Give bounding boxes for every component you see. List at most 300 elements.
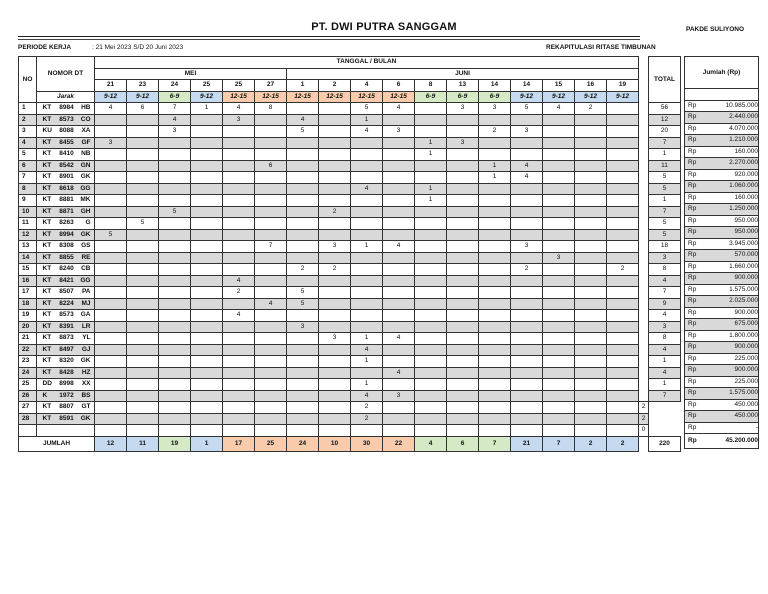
truck-plate xyxy=(37,298,95,310)
trip-count xyxy=(351,206,383,218)
trip-count xyxy=(255,264,287,276)
row-number: 23 xyxy=(19,356,37,368)
trip-count xyxy=(479,425,511,437)
amount-cell xyxy=(685,342,759,354)
currency-label: Rp xyxy=(688,228,697,236)
plate-part: GF xyxy=(81,138,91,146)
trip-count xyxy=(319,402,351,414)
trip-count xyxy=(479,402,511,414)
trip-count xyxy=(479,298,511,310)
row-total: 1 xyxy=(649,356,681,368)
trip-count xyxy=(223,206,255,218)
plate-part: 8542 xyxy=(59,161,74,169)
trip-count xyxy=(191,287,223,299)
trip-count xyxy=(191,218,223,230)
plate-part: LR xyxy=(81,322,91,330)
table-row xyxy=(19,413,681,425)
table-row xyxy=(19,195,681,207)
truck-plate xyxy=(37,172,95,184)
amount-cell xyxy=(685,112,759,124)
row-number: 27 xyxy=(19,402,37,414)
trip-count xyxy=(447,344,479,356)
trip-count xyxy=(127,195,159,207)
trip-count xyxy=(511,229,543,241)
amount-value: 3.945.000 xyxy=(729,239,758,247)
date-header: 14 xyxy=(479,80,511,92)
footer-row xyxy=(19,436,681,451)
truck-plate xyxy=(37,160,95,172)
trip-count xyxy=(191,356,223,368)
amount-value: 950.000 xyxy=(734,228,758,236)
footer-sum: 2 xyxy=(607,436,639,451)
trip-count xyxy=(447,367,479,379)
trip-count xyxy=(319,137,351,149)
jarak-label: Jarak xyxy=(37,91,95,103)
currency-label: Rp xyxy=(688,170,697,178)
trip-count xyxy=(319,367,351,379)
trip-count xyxy=(287,252,319,264)
trip-count xyxy=(159,195,191,207)
plate-part: KT xyxy=(42,368,52,376)
trip-count xyxy=(191,252,223,264)
trip-count xyxy=(575,264,607,276)
trip-count xyxy=(415,229,447,241)
trip-count xyxy=(415,103,447,115)
row-total: 1 xyxy=(649,379,681,391)
row-number: 16 xyxy=(19,275,37,287)
currency-label: Rp xyxy=(688,377,697,385)
truck-plate xyxy=(37,126,95,138)
trip-count xyxy=(607,321,639,333)
amount-value: 160.000 xyxy=(734,147,758,155)
plate-part: 8881 xyxy=(59,196,74,204)
amount-cell xyxy=(685,238,759,250)
period-value: : 21 Mei 2023 S/D 20 Juni 2023 xyxy=(92,44,184,51)
row-total: 7 xyxy=(649,287,681,299)
trip-count xyxy=(191,425,223,437)
trip-count xyxy=(351,172,383,184)
amount-value: 450.000 xyxy=(734,400,758,408)
trip-count xyxy=(127,241,159,253)
truck-plate xyxy=(37,206,95,218)
currency-label: Rp xyxy=(688,239,697,247)
trip-count xyxy=(447,413,479,425)
trip-count xyxy=(127,149,159,161)
amount-value: 950.000 xyxy=(734,216,758,224)
trip-count xyxy=(447,298,479,310)
row-total: 2 xyxy=(639,402,649,414)
trip-count xyxy=(607,183,639,195)
plate-part: 8428 xyxy=(59,368,74,376)
trip-count xyxy=(543,402,575,414)
row-number: 20 xyxy=(19,321,37,333)
trip-count xyxy=(383,344,415,356)
trip-count xyxy=(415,356,447,368)
trip-count xyxy=(447,287,479,299)
trip-count xyxy=(351,229,383,241)
trip-count: 5 xyxy=(287,298,319,310)
row-total: 7 xyxy=(649,390,681,402)
row-number: 22 xyxy=(19,344,37,356)
trip-count xyxy=(383,413,415,425)
trip-count xyxy=(287,390,319,402)
trip-count xyxy=(159,137,191,149)
plate-part: 8224 xyxy=(59,299,74,307)
trip-count xyxy=(575,321,607,333)
trip-count xyxy=(479,114,511,126)
trip-count xyxy=(383,149,415,161)
trip-count: 4 xyxy=(95,103,127,115)
jarak-cell: 6-9 xyxy=(479,91,511,103)
trip-count xyxy=(479,218,511,230)
trip-count: 5 xyxy=(127,218,159,230)
trip-count xyxy=(95,379,127,391)
trip-count xyxy=(223,379,255,391)
date-header: 24 xyxy=(159,80,191,92)
plate-part: KT xyxy=(42,219,52,227)
trip-count xyxy=(351,298,383,310)
trip-count xyxy=(255,218,287,230)
row-number: 28 xyxy=(19,413,37,425)
trip-count xyxy=(95,126,127,138)
trip-count xyxy=(159,287,191,299)
plate-part: KT xyxy=(42,288,52,296)
plate-part: 8240 xyxy=(59,265,74,273)
trip-count xyxy=(191,402,223,414)
trip-count xyxy=(447,218,479,230)
table-row xyxy=(19,356,681,368)
trip-count: 3 xyxy=(319,241,351,253)
plate-part: KT xyxy=(42,299,52,307)
footer-sum: 11 xyxy=(127,436,159,451)
trip-count xyxy=(127,264,159,276)
trip-count xyxy=(543,218,575,230)
amount-cell xyxy=(685,146,759,158)
plate-part: CB xyxy=(81,265,91,273)
truck-plate xyxy=(37,425,95,437)
trip-count xyxy=(543,344,575,356)
trip-count xyxy=(95,114,127,126)
plate-part: G xyxy=(85,219,91,227)
trip-count xyxy=(383,206,415,218)
truck-plate xyxy=(37,333,95,345)
amount-cell xyxy=(685,399,759,411)
trip-count xyxy=(255,425,287,437)
trip-count xyxy=(511,333,543,345)
row-total: 4 xyxy=(649,367,681,379)
row-number: 12 xyxy=(19,229,37,241)
currency-label: Rp xyxy=(688,113,697,121)
amount-value: 160.000 xyxy=(734,193,758,201)
trip-count xyxy=(159,321,191,333)
trip-count xyxy=(95,172,127,184)
trip-count xyxy=(607,390,639,402)
trip-count xyxy=(287,160,319,172)
trip-count xyxy=(575,298,607,310)
trip-count xyxy=(543,321,575,333)
table-row xyxy=(19,390,681,402)
trip-count xyxy=(287,103,319,115)
trip-count xyxy=(479,356,511,368)
plate-part: GK xyxy=(80,230,91,238)
trip-count: 1 xyxy=(479,160,511,172)
row-number: 13 xyxy=(19,241,37,253)
jarak-cell: 9-12 xyxy=(607,91,639,103)
footer-sum: 25 xyxy=(255,436,287,451)
trip-count xyxy=(191,344,223,356)
trip-count xyxy=(607,149,639,161)
trip-count xyxy=(575,356,607,368)
currency-label: Rp xyxy=(688,412,697,420)
trip-count xyxy=(287,333,319,345)
trip-count xyxy=(255,402,287,414)
truck-plate xyxy=(37,229,95,241)
trip-count xyxy=(287,195,319,207)
date-header: 27 xyxy=(255,80,287,92)
date-header: 21 xyxy=(95,80,127,92)
plate-part: HZ xyxy=(81,368,91,376)
plate-part: KT xyxy=(42,196,52,204)
trip-count xyxy=(543,126,575,138)
trip-count: 3 xyxy=(543,252,575,264)
truck-plate xyxy=(37,310,95,322)
plate-part: HB xyxy=(81,104,91,112)
trip-count xyxy=(95,356,127,368)
trip-count xyxy=(159,172,191,184)
plate-part: 8855 xyxy=(59,253,74,261)
jarak-cell: 9-12 xyxy=(511,91,543,103)
plate-part: 8455 xyxy=(59,138,74,146)
trip-count xyxy=(223,126,255,138)
trip-count: 1 xyxy=(191,103,223,115)
trip-count xyxy=(127,402,159,414)
trip-count xyxy=(575,218,607,230)
trip-count xyxy=(543,356,575,368)
trip-count xyxy=(159,402,191,414)
date-header: 2 xyxy=(319,80,351,92)
trip-count xyxy=(95,402,127,414)
trip-count xyxy=(159,390,191,402)
plate-part: 8618 xyxy=(59,184,74,192)
trip-count xyxy=(223,402,255,414)
trip-count xyxy=(383,137,415,149)
trip-count xyxy=(543,183,575,195)
trip-count: 2 xyxy=(351,402,383,414)
plate-part: PA xyxy=(81,288,91,296)
footer-sum: 17 xyxy=(223,436,255,451)
plate-part: KT xyxy=(42,230,52,238)
trip-count xyxy=(383,160,415,172)
trip-count xyxy=(319,287,351,299)
trip-count xyxy=(511,252,543,264)
trip-count xyxy=(383,183,415,195)
jarak-cell: 12-15 xyxy=(223,91,255,103)
amount-value: 1.210.000 xyxy=(729,136,758,144)
amount-cell xyxy=(685,365,759,377)
amount-cell xyxy=(685,319,759,331)
footer-sum: 21 xyxy=(511,436,543,451)
trip-count xyxy=(543,229,575,241)
plate-part: 8901 xyxy=(59,173,74,181)
truck-plate xyxy=(37,413,95,425)
trip-count xyxy=(95,252,127,264)
truck-plate xyxy=(37,390,95,402)
plate-part: 8263 xyxy=(59,219,74,227)
trip-count xyxy=(319,298,351,310)
trip-count xyxy=(447,333,479,345)
trip-count xyxy=(511,310,543,322)
trip-count xyxy=(575,287,607,299)
amount-table xyxy=(684,56,759,449)
trip-count xyxy=(575,195,607,207)
company-title: PT. DWI PUTRA SANGGAM xyxy=(311,21,457,33)
trip-count xyxy=(191,160,223,172)
footer-sum: 19 xyxy=(159,436,191,451)
trip-count xyxy=(351,160,383,172)
amount-cell xyxy=(685,169,759,181)
trip-count xyxy=(383,252,415,264)
table-row xyxy=(19,206,681,218)
trip-count xyxy=(415,275,447,287)
trip-count xyxy=(383,356,415,368)
trip-count xyxy=(479,413,511,425)
currency-label: Rp xyxy=(688,274,697,282)
plate-part: 8573 xyxy=(59,115,74,123)
plate-part: RE xyxy=(81,253,91,261)
row-number: 8 xyxy=(19,183,37,195)
trip-count xyxy=(383,425,415,437)
trip-count xyxy=(255,356,287,368)
trip-count: 2 xyxy=(511,264,543,276)
date-header: 25 xyxy=(191,80,223,92)
plate-part: KT xyxy=(42,403,52,411)
row-total: 8 xyxy=(649,333,681,345)
trip-count xyxy=(575,114,607,126)
table-row xyxy=(19,321,681,333)
footer-sum: 24 xyxy=(287,436,319,451)
trip-count xyxy=(127,206,159,218)
amount-cell xyxy=(685,250,759,262)
row-total: 5 xyxy=(649,218,681,230)
trip-count xyxy=(351,321,383,333)
trip-count xyxy=(191,390,223,402)
trip-count: 3 xyxy=(159,126,191,138)
trip-count xyxy=(191,333,223,345)
trip-count xyxy=(255,310,287,322)
table-row xyxy=(19,287,681,299)
trip-count xyxy=(191,275,223,287)
footer-sum: 7 xyxy=(479,436,511,451)
table-row xyxy=(19,218,681,230)
trip-count xyxy=(191,310,223,322)
plate-part: KT xyxy=(42,161,52,169)
trip-count xyxy=(255,229,287,241)
trip-count: 3 xyxy=(383,390,415,402)
trip-count xyxy=(159,275,191,287)
trip-count xyxy=(319,379,351,391)
truck-plate xyxy=(37,275,95,287)
trip-count xyxy=(223,149,255,161)
row-number: 24 xyxy=(19,367,37,379)
trip-count xyxy=(287,218,319,230)
trip-count xyxy=(607,379,639,391)
trip-count xyxy=(95,344,127,356)
currency-label: Rp xyxy=(688,320,697,328)
trip-count xyxy=(511,390,543,402)
trip-count xyxy=(223,137,255,149)
trip-count xyxy=(319,114,351,126)
plate-part: 8088 xyxy=(59,127,74,135)
trip-count xyxy=(223,321,255,333)
truck-plate xyxy=(37,137,95,149)
trip-count xyxy=(479,229,511,241)
trip-count xyxy=(319,356,351,368)
footer-sum: 7 xyxy=(543,436,575,451)
trip-count xyxy=(351,252,383,264)
plate-part: GK xyxy=(80,173,91,181)
trip-count xyxy=(319,149,351,161)
trip-count xyxy=(159,252,191,264)
trip-count xyxy=(255,321,287,333)
footer-sum: 22 xyxy=(383,436,415,451)
trip-count xyxy=(543,390,575,402)
row-number: 19 xyxy=(19,310,37,322)
trip-count xyxy=(287,172,319,184)
table-row xyxy=(19,126,681,138)
trip-count: 5 xyxy=(511,103,543,115)
trip-count: 4 xyxy=(223,103,255,115)
trip-count xyxy=(479,333,511,345)
trip-count xyxy=(287,206,319,218)
trip-count xyxy=(511,413,543,425)
trip-count xyxy=(127,160,159,172)
amount-cell xyxy=(685,192,759,204)
plate-part: GG xyxy=(80,276,91,284)
trip-count xyxy=(127,425,159,437)
trip-count xyxy=(127,344,159,356)
trip-count xyxy=(607,229,639,241)
trip-count xyxy=(607,137,639,149)
trip-count xyxy=(191,183,223,195)
trip-count xyxy=(479,379,511,391)
spacer xyxy=(639,436,649,451)
trip-count xyxy=(159,229,191,241)
trip-count xyxy=(319,344,351,356)
footer-sum: 2 xyxy=(575,436,607,451)
currency-label: Rp xyxy=(688,423,697,431)
trip-count xyxy=(479,287,511,299)
truck-plate xyxy=(37,367,95,379)
trip-count xyxy=(415,126,447,138)
trip-count xyxy=(575,367,607,379)
currency-label: Rp xyxy=(688,262,697,270)
currency-label: Rp xyxy=(688,331,697,339)
trip-count: 4 xyxy=(511,160,543,172)
trip-count xyxy=(351,425,383,437)
trip-count xyxy=(351,264,383,276)
trip-count xyxy=(159,413,191,425)
amount-value: 570.000 xyxy=(734,251,758,259)
trip-count xyxy=(511,206,543,218)
row-number: 4 xyxy=(19,137,37,149)
trip-count xyxy=(223,172,255,184)
trip-count xyxy=(511,287,543,299)
jarak-cell: 6-9 xyxy=(415,91,447,103)
amount-value: 675.000 xyxy=(734,320,758,328)
trip-count xyxy=(447,356,479,368)
trip-count xyxy=(575,206,607,218)
trip-count xyxy=(127,114,159,126)
